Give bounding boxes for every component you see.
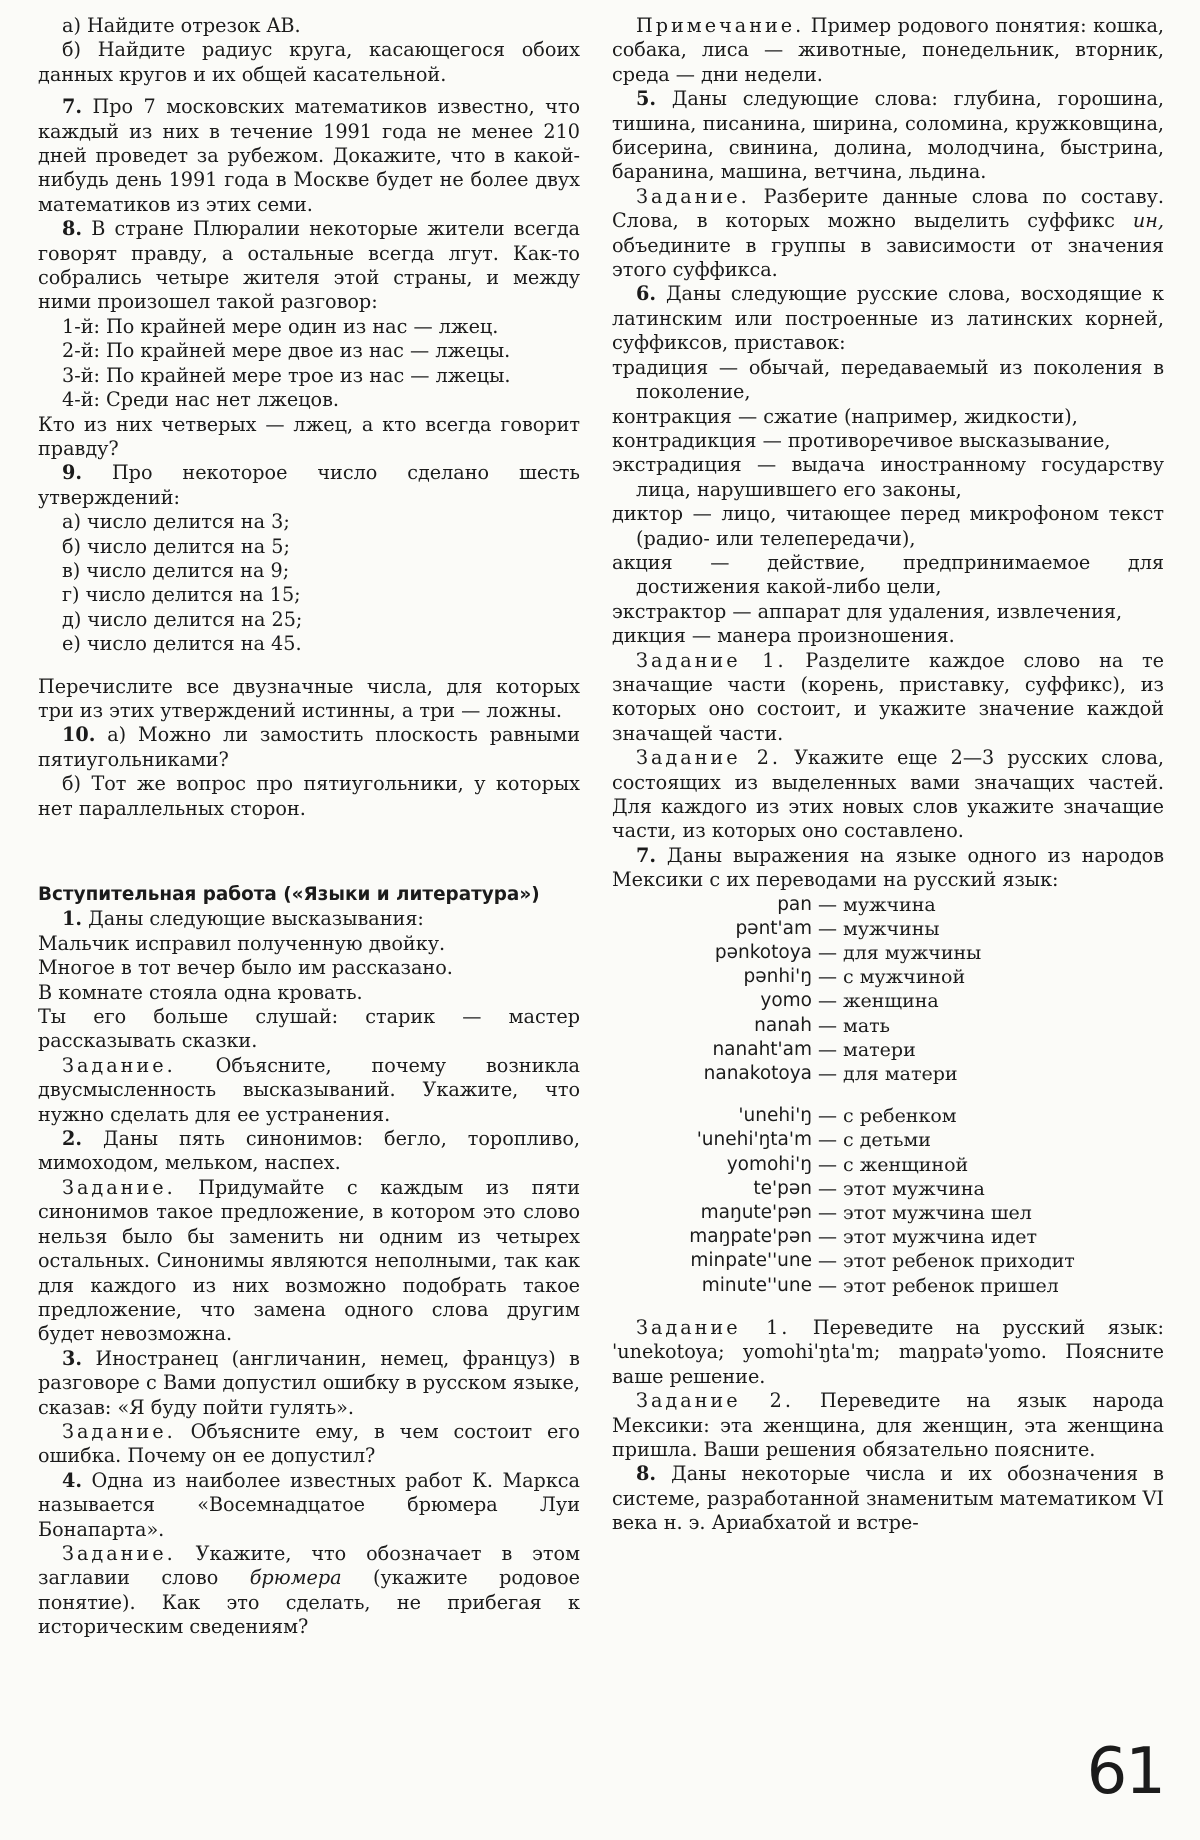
- task-text: Одна из наиболее известных работ К. Маркса называется «Восемнадцатое брюмера Луи Бонапарта».: [38, 1468, 580, 1541]
- note-label: Примечание.: [636, 14, 805, 37]
- task-8: [612, 1462, 1164, 1535]
- problem-8: [38, 217, 580, 315]
- native-word: yomo: [760, 990, 812, 1012]
- translation: — этот ребенок пришел: [818, 1274, 1059, 1297]
- task-text: Даны следующие русские слова, восходящие к латинским или построенные из латинских корней, суффиксов, приставок:: [612, 282, 1164, 355]
- assignment-label: Задание.: [62, 1419, 176, 1443]
- assignment-text: Объясните, почему возникла двусмысленность высказываний. Укажите, что нужно сделать для ее устранения.: [38, 1053, 580, 1126]
- task-number: 8.: [636, 1462, 657, 1486]
- translation: — с мужчиной: [818, 966, 966, 989]
- native-word: maŋpate'pən: [689, 1226, 812, 1248]
- native-word: pənt'am: [735, 917, 812, 939]
- assignment: [612, 649, 1164, 747]
- task-number: 1.: [62, 907, 83, 931]
- assignment: [612, 185, 1164, 283]
- native-word: pənkotoya: [714, 942, 812, 964]
- note: [612, 14, 1164, 87]
- statement: а) число делится на 3;: [62, 510, 290, 534]
- assignment-text: (укажите родовое понятие). Как это сделать, не прибегая к историческим сведениям?: [38, 1566, 580, 1639]
- example-sentence: Мальчик исправил полученную двойку.: [38, 931, 446, 955]
- task-1: [38, 907, 580, 931]
- assignment: [612, 1316, 1164, 1389]
- paragraph: б) Тот же вопрос про пятиугольники, у которых нет параллельных сторон.: [38, 772, 580, 820]
- statement: б) число делится на 5;: [62, 534, 290, 558]
- task-number: 3.: [62, 1346, 83, 1370]
- dialogue-line: 3-й: По крайней мере трое из нас — лжецы.: [62, 363, 511, 387]
- left-column: [38, 14, 580, 1640]
- assignment-text: Объясните ему, в чем состоит его ошибка. Почему он ее допустил?: [38, 1419, 580, 1468]
- assignment-label: Задание 1.: [636, 648, 787, 672]
- problem-number: 7.: [62, 95, 83, 119]
- word-definition: акция — действие, предпринимаемое для достижения какой-либо цели,: [612, 550, 1164, 599]
- note-text: Пример родового понятия: кошка, собака, лиса — животные, понедельник, вторник, среда — дни недели.: [612, 14, 1164, 86]
- assignment: [38, 1420, 580, 1469]
- task-number: 4.: [62, 1468, 83, 1492]
- word-definition: экстрактор — аппарат для удаления, извлечения,: [612, 599, 1123, 623]
- statement: д) число делится на 25;: [62, 607, 303, 631]
- assignment-label: Задание 2.: [636, 746, 782, 770]
- italic-term: брюмера: [249, 1566, 342, 1590]
- task-text: Даны некоторые числа и их обозначения в системе, разработанной знаменитым математиком VI века н. э. Ариабхатой и встре-: [612, 1462, 1164, 1535]
- assignment-text: Разделите каждое слово на те значащие части (корень, приставку, суффикс), из которых оно состоит, и укажите значение каждой значащей части.: [612, 648, 1164, 745]
- text-line: а) Найдите отрезок AB.: [62, 14, 301, 37]
- task-text: Иностранец (англичанин, немец, француз) в разговоре с Вами допустил ошибку в русском языке, сказав: «Я буду пойти гулять».: [38, 1346, 580, 1419]
- native-word: nanaht'am: [712, 1038, 812, 1060]
- problem-text: В стране Плюралии некоторые жители всегда говорят правду, а остальные всегда лгут. Как-то собрались четыре жителя этой страны, и между ними произошел такой разговор:: [38, 217, 580, 314]
- word-definition: экстрадиция — выдача иностранному государству лица, нарушившего его законы,: [612, 453, 1164, 501]
- translation: — с детьми: [818, 1129, 931, 1152]
- translation: — этот мужчина идет: [818, 1226, 1037, 1249]
- assignment-label: Задание.: [636, 184, 750, 208]
- dialogue-line: 4-й: Среди нас нет лжецов.: [62, 388, 339, 412]
- task-3: [38, 1347, 580, 1420]
- translation: — для матери: [818, 1063, 958, 1086]
- task-number: 6.: [636, 282, 657, 306]
- task-text: Даны выражения на языке одного из народов Мексики с их переводами на русский язык:: [612, 843, 1164, 892]
- translation: — для мужчины: [818, 942, 982, 965]
- assignment: [612, 1389, 1164, 1462]
- translation: — мать: [818, 1014, 891, 1037]
- italic-term: ин,: [1132, 209, 1164, 233]
- problem-number: 10.: [62, 723, 96, 747]
- native-word: pənhi'ŋ: [743, 966, 812, 988]
- problem-number: 9.: [62, 461, 83, 485]
- problem-text: а) Можно ли замостить плоскость равными пятиугольниками?: [38, 723, 580, 771]
- example-sentence: В комнате стояла одна кровать.: [38, 980, 363, 1004]
- native-word: maŋute'pən: [700, 1202, 812, 1224]
- dialogue-line: 1-й: По крайней мере один из нас — лжец.: [62, 314, 499, 338]
- vocab-table-2: [612, 1104, 1164, 1298]
- task-number: 2.: [62, 1127, 83, 1151]
- problem-number: 8.: [62, 217, 83, 241]
- question: Перечислите все двузначные числа, для которых три из этих утверждений истинны, а три — ложны.: [38, 674, 580, 722]
- example-sentence: Многое в тот вечер было им рассказано.: [38, 956, 453, 980]
- statement: е) число делится на 45.: [62, 632, 302, 656]
- word-definition: контракция — сжатие (например, жидкости),: [612, 404, 1078, 428]
- example-sentence: Ты его больше слушай: старик — мастер рассказывать сказки.: [38, 1005, 580, 1053]
- assignment: [38, 1054, 580, 1127]
- translation: — этот мужчина: [818, 1177, 985, 1200]
- assignment-text: Разберите данные слова по составу. Слова, в которых можно выделить суффикс: [612, 184, 1164, 233]
- task-text: Даны следующие слова: глубина, горошина, тишина, писанина, ширина, соломина, кружковщина, бисерина, свинина, долина, молодчина, быстрина, баранина, машина, ветчина, льдина.: [612, 87, 1164, 184]
- task-6: [612, 282, 1164, 355]
- translation: — женщина: [818, 990, 939, 1013]
- task-5: [612, 87, 1164, 185]
- problem-text: Про некоторое число сделано шесть утверждений:: [38, 461, 580, 509]
- problem-9: [38, 461, 580, 510]
- word-definition: диктор — лицо, читающее перед микрофоном текст (радио- или телепередачи),: [612, 502, 1164, 550]
- native-word: nanakotoya: [703, 1063, 812, 1085]
- assignment-label: Задание.: [62, 1053, 176, 1077]
- assignment-text: Переведите на язык народа Мексики: эта женщина, для женщин, эта женщина пришла. Ваши решения обязательно поясните.: [612, 1389, 1164, 1461]
- translation: — мужчины: [818, 917, 940, 940]
- paragraph: б) Найдите радиус круга, касающегося обоих данных кругов и их общей касательной.: [38, 38, 580, 86]
- native-word: 'unehi'ŋ: [738, 1105, 812, 1127]
- task-number: 5.: [636, 87, 657, 111]
- task-text: Даны следующие высказывания:: [88, 907, 424, 931]
- translation: — с ребенком: [818, 1105, 957, 1128]
- task-7: [612, 844, 1164, 893]
- statement: г) число делится на 15;: [62, 583, 301, 607]
- assignment-label: Задание 2.: [636, 1389, 794, 1413]
- assignment-label: Задание.: [62, 1175, 176, 1199]
- right-column: [612, 14, 1164, 1536]
- translation: — мужчина: [818, 893, 936, 916]
- assignment-text: объедините в группы в зависимости от значения этого суффикса.: [612, 233, 1164, 282]
- assignment-label: Задание 1.: [636, 1315, 791, 1339]
- native-word: minpate''une: [690, 1250, 812, 1272]
- problem-text: Про 7 московских математиков известно, что каждый из них в течение 1991 года не менее 210 дней проведет за рубежом. Докажите, что в какой-нибудь день 1991 года в Москве будет не более двух математиков из этих семи.: [38, 95, 580, 216]
- translation: — этот мужчина шел: [818, 1202, 1032, 1225]
- native-word: minute''une: [701, 1274, 812, 1296]
- translation: — этот ребенок приходит: [818, 1250, 1075, 1273]
- native-word: yomohi'ŋ: [726, 1153, 812, 1175]
- task-4: [38, 1469, 580, 1542]
- assignment-text: Укажите еще 2—3 русских слова, состоящих из выделенных вами значащих частей. Для каждого из этих новых слов укажите значащие части, из которых оно составлено.: [612, 746, 1164, 843]
- word-definition: традиция — обычай, передаваемый из поколения в поколение,: [612, 355, 1164, 404]
- translation: — матери: [818, 1038, 916, 1061]
- native-word: 'unehi'ŋta'm: [696, 1129, 812, 1151]
- assignment-label: Задание.: [62, 1541, 176, 1565]
- dialogue-line: 2-й: По крайней мере двое из нас — лжецы.: [62, 339, 511, 363]
- section-heading: Вступительная работа («Языки и литература»): [38, 884, 540, 905]
- assignment-text: Переведите на русский язык: 'unekotoya; yomohi'ŋta'm; maŋpatə'yomo. Поясните ваше решение.: [612, 1315, 1164, 1388]
- native-word: te'pən: [753, 1177, 812, 1199]
- page-number: 61: [1086, 1735, 1164, 1809]
- statement: в) число делится на 9;: [62, 558, 290, 582]
- problem-7: [38, 95, 580, 217]
- task-text: Даны пять синонимов: бегло, торопливо, мимоходом, мельком, наспех.: [38, 1127, 580, 1175]
- task-number: 7.: [636, 843, 657, 867]
- assignment: [38, 1542, 580, 1640]
- assignment-text: Укажите, что обозначает в этом заглавии слово: [38, 1541, 580, 1590]
- problem-10: [38, 723, 580, 772]
- native-word: pan: [777, 893, 812, 915]
- word-definition: контрадикция — противоречивое высказывание,: [612, 428, 1111, 452]
- word-definition: дикция — манера произношения.: [612, 624, 955, 648]
- task-2: [38, 1127, 580, 1176]
- vocab-table-1: [612, 893, 1164, 1087]
- translation: — с женщиной: [818, 1153, 969, 1176]
- question: Кто из них четверых — лжец, а кто всегда говорит правду?: [38, 412, 580, 460]
- assignment: [38, 1176, 580, 1347]
- assignment-text: Придумайте с каждым из пяти синонимов такое предложение, в котором это слово нельзя было бы заменить ни одним из четырех остальных. Синонимы являются неполными, так как для каждого из них возможно подобрать такое предложение, что замена одного слова другим будет невозможна.: [38, 1175, 580, 1346]
- native-word: nanah: [754, 1014, 812, 1036]
- assignment: [612, 746, 1164, 844]
